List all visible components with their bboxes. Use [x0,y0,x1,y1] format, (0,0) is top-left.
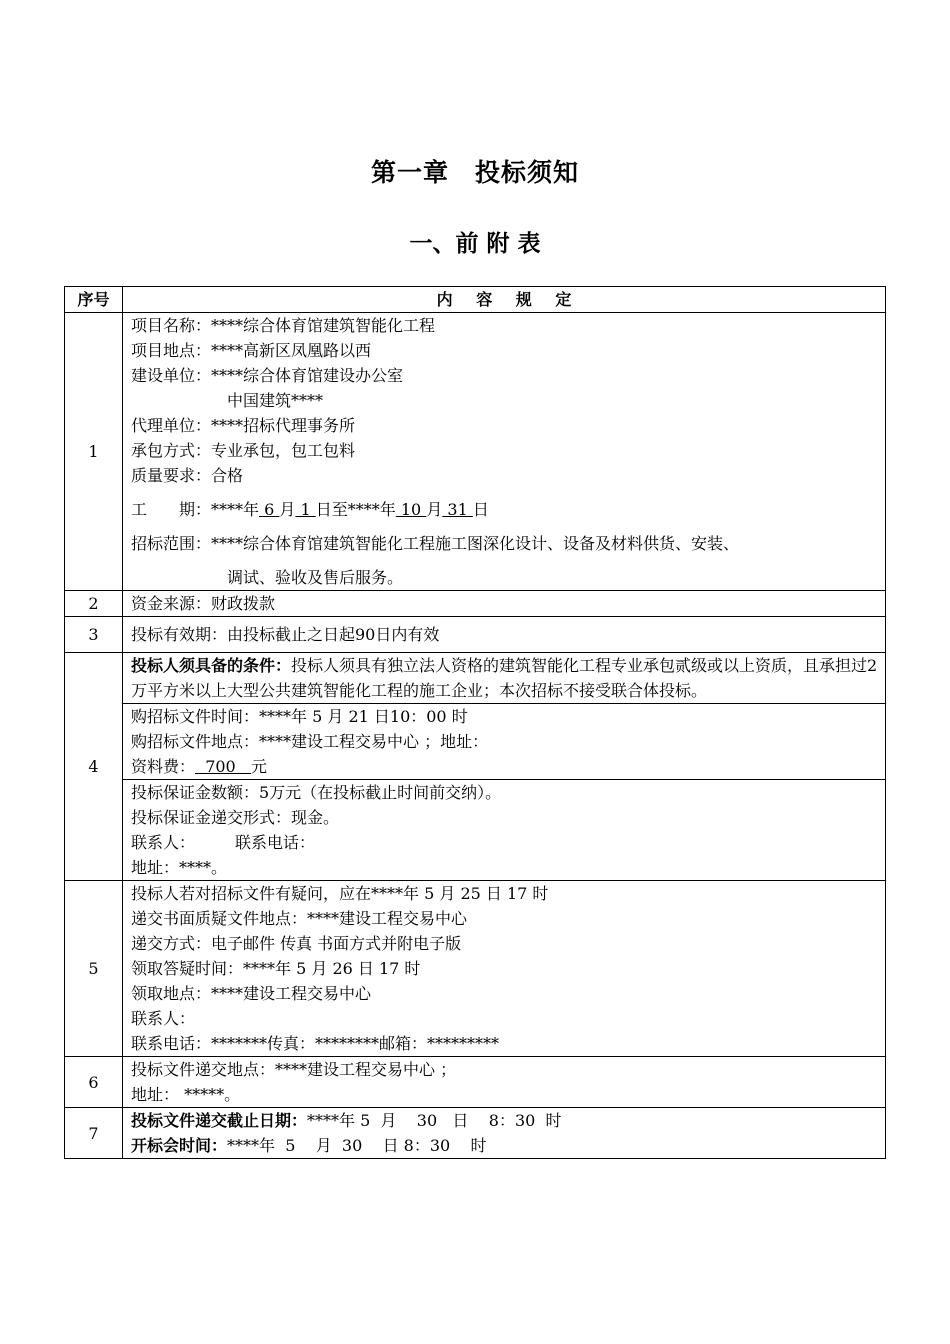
header-content-rules: 内 容 规 定 [123,287,886,313]
deadline-info [123,1108,886,1159]
quality-requirement: 质量要求：合格 [131,466,244,485]
bid-scope-2: 调试、验收及售后服务。 [227,568,404,587]
bid-scope-1: 招标范围：****综合体育馆建筑智能化工程施工图深化设计、设备及材料供货、安装、 [131,534,740,553]
question-submit-method: 递交方式：电子邮件 传真 书面方式并附电子版 [131,934,462,953]
period-day-text: 日 [472,500,489,519]
agent-unit: 代理单位：****招标代理事务所 [131,416,356,435]
purchase-place: 购招标文件地点：****建设工程交易中心 ；地址： [131,732,489,751]
fee-label: 资料费： [131,757,196,776]
deadline-value: ****年 5 月 30 日 8：30 时 [307,1111,562,1130]
table-row-4b [65,704,886,780]
answer-pickup-time: 领取答疑时间：****年 5 月 26 日 17 时 [131,959,421,978]
header-serial-number: 序号 [65,287,123,313]
pre-attached-table [64,286,886,1159]
table-row-4c [65,780,886,881]
table-row-7 [65,1108,886,1159]
bid-submit-place: 投标文件递交地点：****建设工程交易中心 ； [131,1060,457,1079]
bond-info [123,780,886,881]
table-row-1 [65,313,886,591]
row-number: 4 [65,653,123,881]
clarification-contact: 联系人： [131,1009,196,1028]
bid-validity: 投标有效期：由投标截止之日起90日内有效 [123,617,886,653]
row-content [123,313,886,591]
answer-pickup-place: 领取地点：****建设工程交易中心 [131,984,372,1003]
fee-value: 700 [195,757,251,776]
row-number: 2 [65,591,123,617]
clarification-info [123,881,886,1057]
bond-amount: 投标保证金数额：5万元（在投标截止时间前交纳）。 [131,783,502,802]
period-label: 工 期： [131,500,212,519]
table-header-row [65,287,886,313]
period-start-month: 6 [259,500,280,519]
clarification-phone: 联系电话：*******传真：********邮箱：********* [131,1034,500,1053]
period-month-text: 月 [279,500,296,519]
row-number: 5 [65,881,123,1057]
document-fee [131,754,879,779]
row-number: 7 [65,1108,123,1159]
purchase-time: 购招标文件时间：****年 5 月 21 日10：00 时 [131,707,468,726]
bond-address: 地址：****。 [131,858,228,877]
funding-source: 资金来源：财政拨款 [123,591,886,617]
row-number: 3 [65,617,123,653]
conditions-label: 投标人须具备的条件： [131,656,292,675]
construction-period [131,497,879,522]
bond-form: 投标保证金递交形式：现金。 [131,808,340,827]
section-title: 一、前 附 表 [409,231,541,257]
purchase-info [123,704,886,780]
question-deadline: 投标人若对招标文件有疑问，应在****年 5 月 25 日 17 时 [131,884,549,903]
period-end-month: 10 [395,500,427,519]
table-row-5 [65,881,886,1057]
bond-contact: 联系人： 联系电话： [131,833,316,852]
opening-label: 开标会时间： [131,1136,228,1155]
bid-submit-address: 地址： *****。 [131,1085,241,1104]
table-row-6 [65,1057,886,1108]
table-row-2 [65,591,886,617]
conditions-text: 投标人须具有独立法人资格的建筑智能化工程专业承包贰级或以上资质，且承担过2万平方米以上大型公共建筑智能化工程的施工企业；本次招标不接受联合体投标。 [131,656,878,700]
bid-submit-info [123,1057,886,1108]
table-row-4a [65,653,886,704]
deadline-label: 投标文件递交截止日期： [131,1111,308,1130]
project-name: 项目名称：****综合体育馆建筑智能化工程 [131,316,436,335]
table-row-3 [65,617,886,653]
question-submit-place: 递交书面质疑文件地点：****建设工程交易中心 [131,909,468,928]
opening-value: ****年 5 月 30 日 8：30 时 [227,1136,487,1155]
row-number: 6 [65,1057,123,1108]
bidder-conditions [123,653,886,704]
fee-unit: 元 [250,757,267,776]
builder-unit: 建设单位：****综合体育馆建设办公室 [131,366,404,385]
contract-mode: 承包方式：专业承包，包工包料 [131,441,356,460]
bid-deadline [131,1108,879,1133]
period-to-text: 日至****年 [315,500,396,519]
period-start-year: ****年 [211,500,260,519]
period-month-text-2: 月 [426,500,443,519]
project-site: 项目地点：****高新区凤凰路以西 [131,341,372,360]
row-number: 1 [65,313,123,591]
period-start-day: 1 [295,500,316,519]
opening-time [131,1133,879,1158]
period-end-day: 31 [442,500,473,519]
chapter-title: 第一章 投标须知 [370,158,579,187]
builder-unit-2: 中国建筑**** [227,391,324,410]
